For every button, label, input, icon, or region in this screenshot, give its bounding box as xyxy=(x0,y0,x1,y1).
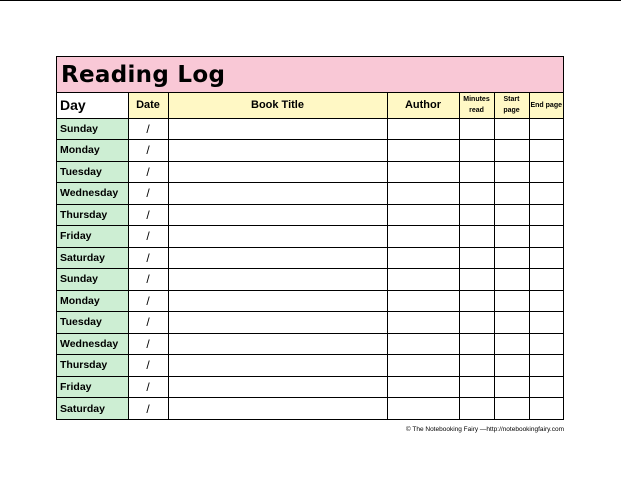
day-cell: Saturday xyxy=(57,398,128,420)
log-row xyxy=(57,226,563,248)
start-page-cell[interactable] xyxy=(494,355,529,377)
day-cell: Tuesday xyxy=(57,312,128,334)
log-row xyxy=(57,118,563,140)
day-cell: Wednesday xyxy=(57,333,128,355)
page-title: Reading Log xyxy=(61,61,226,88)
log-row xyxy=(57,183,563,205)
day-cell: Sunday xyxy=(57,118,128,140)
date-cell[interactable]: / xyxy=(128,312,168,334)
book-title-cell[interactable] xyxy=(168,118,387,140)
minutes-read-cell[interactable] xyxy=(459,333,494,355)
end-page-cell[interactable] xyxy=(529,312,563,334)
date-cell[interactable]: / xyxy=(128,355,168,377)
header-minutes-read: Minutes read xyxy=(459,93,494,118)
log-row xyxy=(57,333,563,355)
minutes-read-cell[interactable] xyxy=(459,269,494,291)
log-row xyxy=(57,398,563,420)
top-border-line xyxy=(0,0,621,1)
start-page-cell[interactable] xyxy=(494,161,529,183)
day-cell: Saturday xyxy=(57,247,128,269)
copyright-footer: © The Notebooking Fairy —http://notebookingfairy.com xyxy=(405,426,564,433)
minutes-read-cell[interactable] xyxy=(459,312,494,334)
header-book-title: Book Title xyxy=(168,93,387,118)
log-row xyxy=(57,204,563,226)
book-title-cell[interactable] xyxy=(168,140,387,162)
log-row xyxy=(57,161,563,183)
title-bar xyxy=(57,57,563,93)
end-page-cell[interactable] xyxy=(529,290,563,312)
day-cell: Thursday xyxy=(57,355,128,377)
day-cell: Monday xyxy=(57,290,128,312)
end-page-cell[interactable] xyxy=(529,333,563,355)
author-cell[interactable] xyxy=(387,226,459,248)
header-row xyxy=(57,93,563,118)
reading-log-table xyxy=(57,93,563,419)
book-title-cell[interactable] xyxy=(168,333,387,355)
end-page-cell[interactable] xyxy=(529,140,563,162)
minutes-read-cell[interactable] xyxy=(459,118,494,140)
minutes-read-cell[interactable] xyxy=(459,204,494,226)
day-cell: Friday xyxy=(57,376,128,398)
author-cell[interactable] xyxy=(387,161,459,183)
start-page-cell[interactable] xyxy=(494,183,529,205)
author-cell[interactable] xyxy=(387,290,459,312)
start-page-cell[interactable] xyxy=(494,269,529,291)
date-cell[interactable]: / xyxy=(128,269,168,291)
day-cell: Thursday xyxy=(57,204,128,226)
book-title-cell[interactable] xyxy=(168,290,387,312)
date-cell[interactable]: / xyxy=(128,226,168,248)
start-page-cell[interactable] xyxy=(494,290,529,312)
book-title-cell[interactable] xyxy=(168,312,387,334)
header-author: Author xyxy=(387,93,459,118)
minutes-read-cell[interactable] xyxy=(459,161,494,183)
author-cell[interactable] xyxy=(387,333,459,355)
day-cell: Tuesday xyxy=(57,161,128,183)
date-cell[interactable]: / xyxy=(128,118,168,140)
book-title-cell[interactable] xyxy=(168,161,387,183)
book-title-cell[interactable] xyxy=(168,247,387,269)
book-title-cell[interactable] xyxy=(168,226,387,248)
log-row xyxy=(57,290,563,312)
end-page-cell[interactable] xyxy=(529,247,563,269)
end-page-cell[interactable] xyxy=(529,118,563,140)
author-cell[interactable] xyxy=(387,376,459,398)
date-cell[interactable]: / xyxy=(128,161,168,183)
header-date: Date xyxy=(128,93,168,118)
author-cell[interactable] xyxy=(387,118,459,140)
day-cell: Wednesday xyxy=(57,183,128,205)
date-cell[interactable]: / xyxy=(128,333,168,355)
minutes-read-cell[interactable] xyxy=(459,376,494,398)
minutes-read-cell[interactable] xyxy=(459,140,494,162)
day-cell: Monday xyxy=(57,140,128,162)
date-cell[interactable]: / xyxy=(128,290,168,312)
start-page-cell[interactable] xyxy=(494,312,529,334)
end-page-cell[interactable] xyxy=(529,226,563,248)
day-cell: Sunday xyxy=(57,269,128,291)
book-title-cell[interactable] xyxy=(168,398,387,420)
end-page-cell[interactable] xyxy=(529,355,563,377)
author-cell[interactable] xyxy=(387,204,459,226)
book-title-cell[interactable] xyxy=(168,376,387,398)
log-row xyxy=(57,376,563,398)
date-cell[interactable]: / xyxy=(128,376,168,398)
start-page-cell[interactable] xyxy=(494,204,529,226)
log-row xyxy=(57,247,563,269)
log-row xyxy=(57,269,563,291)
book-title-cell[interactable] xyxy=(168,269,387,291)
end-page-cell[interactable] xyxy=(529,183,563,205)
minutes-read-cell[interactable] xyxy=(459,226,494,248)
author-cell[interactable] xyxy=(387,398,459,420)
start-page-cell[interactable] xyxy=(494,247,529,269)
minutes-read-cell[interactable] xyxy=(459,247,494,269)
start-page-cell[interactable] xyxy=(494,333,529,355)
date-cell[interactable]: / xyxy=(128,398,168,420)
log-row xyxy=(57,355,563,377)
start-page-cell[interactable] xyxy=(494,140,529,162)
book-title-cell[interactable] xyxy=(168,204,387,226)
end-page-cell[interactable] xyxy=(529,204,563,226)
book-title-cell[interactable] xyxy=(168,183,387,205)
author-cell[interactable] xyxy=(387,312,459,334)
start-page-cell[interactable] xyxy=(494,376,529,398)
start-page-cell[interactable] xyxy=(494,226,529,248)
header-end-page: End page xyxy=(529,93,563,118)
minutes-read-cell[interactable] xyxy=(459,355,494,377)
date-cell[interactable]: / xyxy=(128,247,168,269)
log-row xyxy=(57,312,563,334)
author-cell[interactable] xyxy=(387,247,459,269)
minutes-read-cell[interactable] xyxy=(459,183,494,205)
header-day: Day xyxy=(57,93,128,118)
start-page-cell[interactable] xyxy=(494,398,529,420)
author-cell[interactable] xyxy=(387,269,459,291)
end-page-cell[interactable] xyxy=(529,161,563,183)
minutes-read-cell[interactable] xyxy=(459,398,494,420)
book-title-cell[interactable] xyxy=(168,355,387,377)
author-cell[interactable] xyxy=(387,355,459,377)
end-page-cell[interactable] xyxy=(529,398,563,420)
header-start-page: Start page xyxy=(494,93,529,118)
day-cell: Friday xyxy=(57,226,128,248)
author-cell[interactable] xyxy=(387,183,459,205)
minutes-read-cell[interactable] xyxy=(459,290,494,312)
end-page-cell[interactable] xyxy=(529,376,563,398)
date-cell[interactable]: / xyxy=(128,204,168,226)
reading-log-sheet xyxy=(56,56,564,420)
start-page-cell[interactable] xyxy=(494,118,529,140)
author-cell[interactable] xyxy=(387,140,459,162)
end-page-cell[interactable] xyxy=(529,269,563,291)
date-cell[interactable]: / xyxy=(128,140,168,162)
date-cell[interactable]: / xyxy=(128,183,168,205)
log-row xyxy=(57,140,563,162)
